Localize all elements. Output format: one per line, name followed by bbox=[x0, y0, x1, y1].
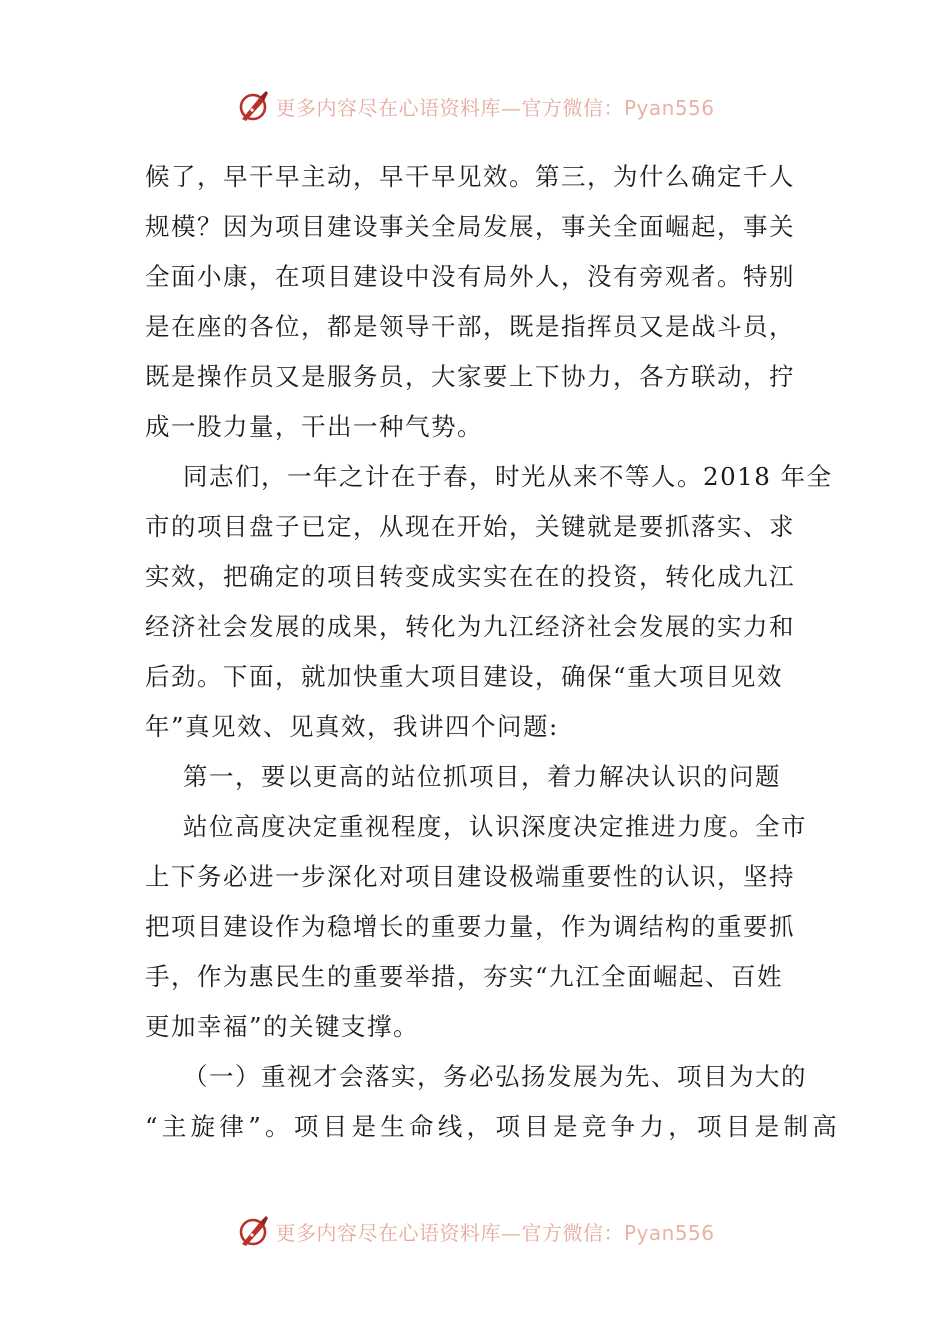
watermark-text: 更多内容尽在心语资料库—官方微信：Pyan556 bbox=[275, 95, 715, 120]
text-line: 经济社会发展的成果，转化为九江经济社会发展的实力和 bbox=[145, 612, 795, 641]
text-line: 全面小康，在项目建设中没有局外人，没有旁观者。特别 bbox=[145, 262, 795, 291]
subsection-heading: （一）重视才会落实，务必弘扬发展为先、项目为大的 bbox=[183, 1062, 807, 1091]
text-line: 是在座的各位，都是领导干部，既是指挥员又是战斗员， bbox=[145, 312, 795, 341]
text-line: 年”真见效、见真效，我讲四个问题: bbox=[145, 712, 559, 741]
watermark-wechat-id: Pyan556 bbox=[623, 1220, 715, 1245]
header-watermark bbox=[0, 86, 950, 126]
text-line: 后劲。下面，就加快重大项目建设，确保“重大项目见效 bbox=[145, 662, 784, 691]
text-line: 实效，把确定的项目转变成实实在在的投资，转化成九江 bbox=[145, 562, 795, 591]
paragraph-start-line: 站位高度决定重视程度，认识深度决定推进力度。全市 bbox=[183, 812, 807, 841]
text-line: 候了，早干早主动，早干早见效。第三，为什么确定千人 bbox=[145, 162, 795, 191]
text-line: 成一股力量，干出一种气势。 bbox=[145, 412, 483, 441]
text-line: 上下务必进一步深化对项目建设极端重要性的认识，坚持 bbox=[145, 862, 795, 891]
footer-watermark bbox=[0, 1211, 950, 1251]
pen-nib-logo-icon bbox=[235, 88, 271, 124]
text-line: “主旋律”。项目是生命线，项目是竞争力，项目是制高 bbox=[145, 1112, 842, 1141]
text-line: 把项目建设作为稳增长的重要力量，作为调结构的重要抓 bbox=[145, 912, 795, 941]
pen-nib-logo-icon bbox=[235, 1213, 271, 1249]
text-line: 规模？因为项目建设事关全局发展，事关全面崛起，事关 bbox=[145, 212, 795, 241]
paragraph-start-line: 同志们，一年之计在于春，时光从来不等人。2018 年全 bbox=[183, 462, 833, 491]
watermark-text: 更多内容尽在心语资料库—官方微信：Pyan556 bbox=[275, 1220, 715, 1245]
text-line: 手，作为惠民生的重要举措，夯实“九江全面崛起、百姓 bbox=[145, 962, 784, 991]
text-line: 市的项目盘子已定，从现在开始，关键就是要抓落实、求 bbox=[145, 512, 795, 541]
document-body bbox=[145, 152, 842, 1152]
text-line: 更加幸福”的关键支撑。 bbox=[145, 1012, 420, 1041]
section-heading: 第一，要以更高的站位抓项目，着力解决认识的问题 bbox=[183, 762, 781, 791]
watermark-wechat-id: Pyan556 bbox=[623, 95, 715, 120]
text-line: 既是操作员又是服务员，大家要上下协力，各方联动，拧 bbox=[145, 362, 795, 391]
